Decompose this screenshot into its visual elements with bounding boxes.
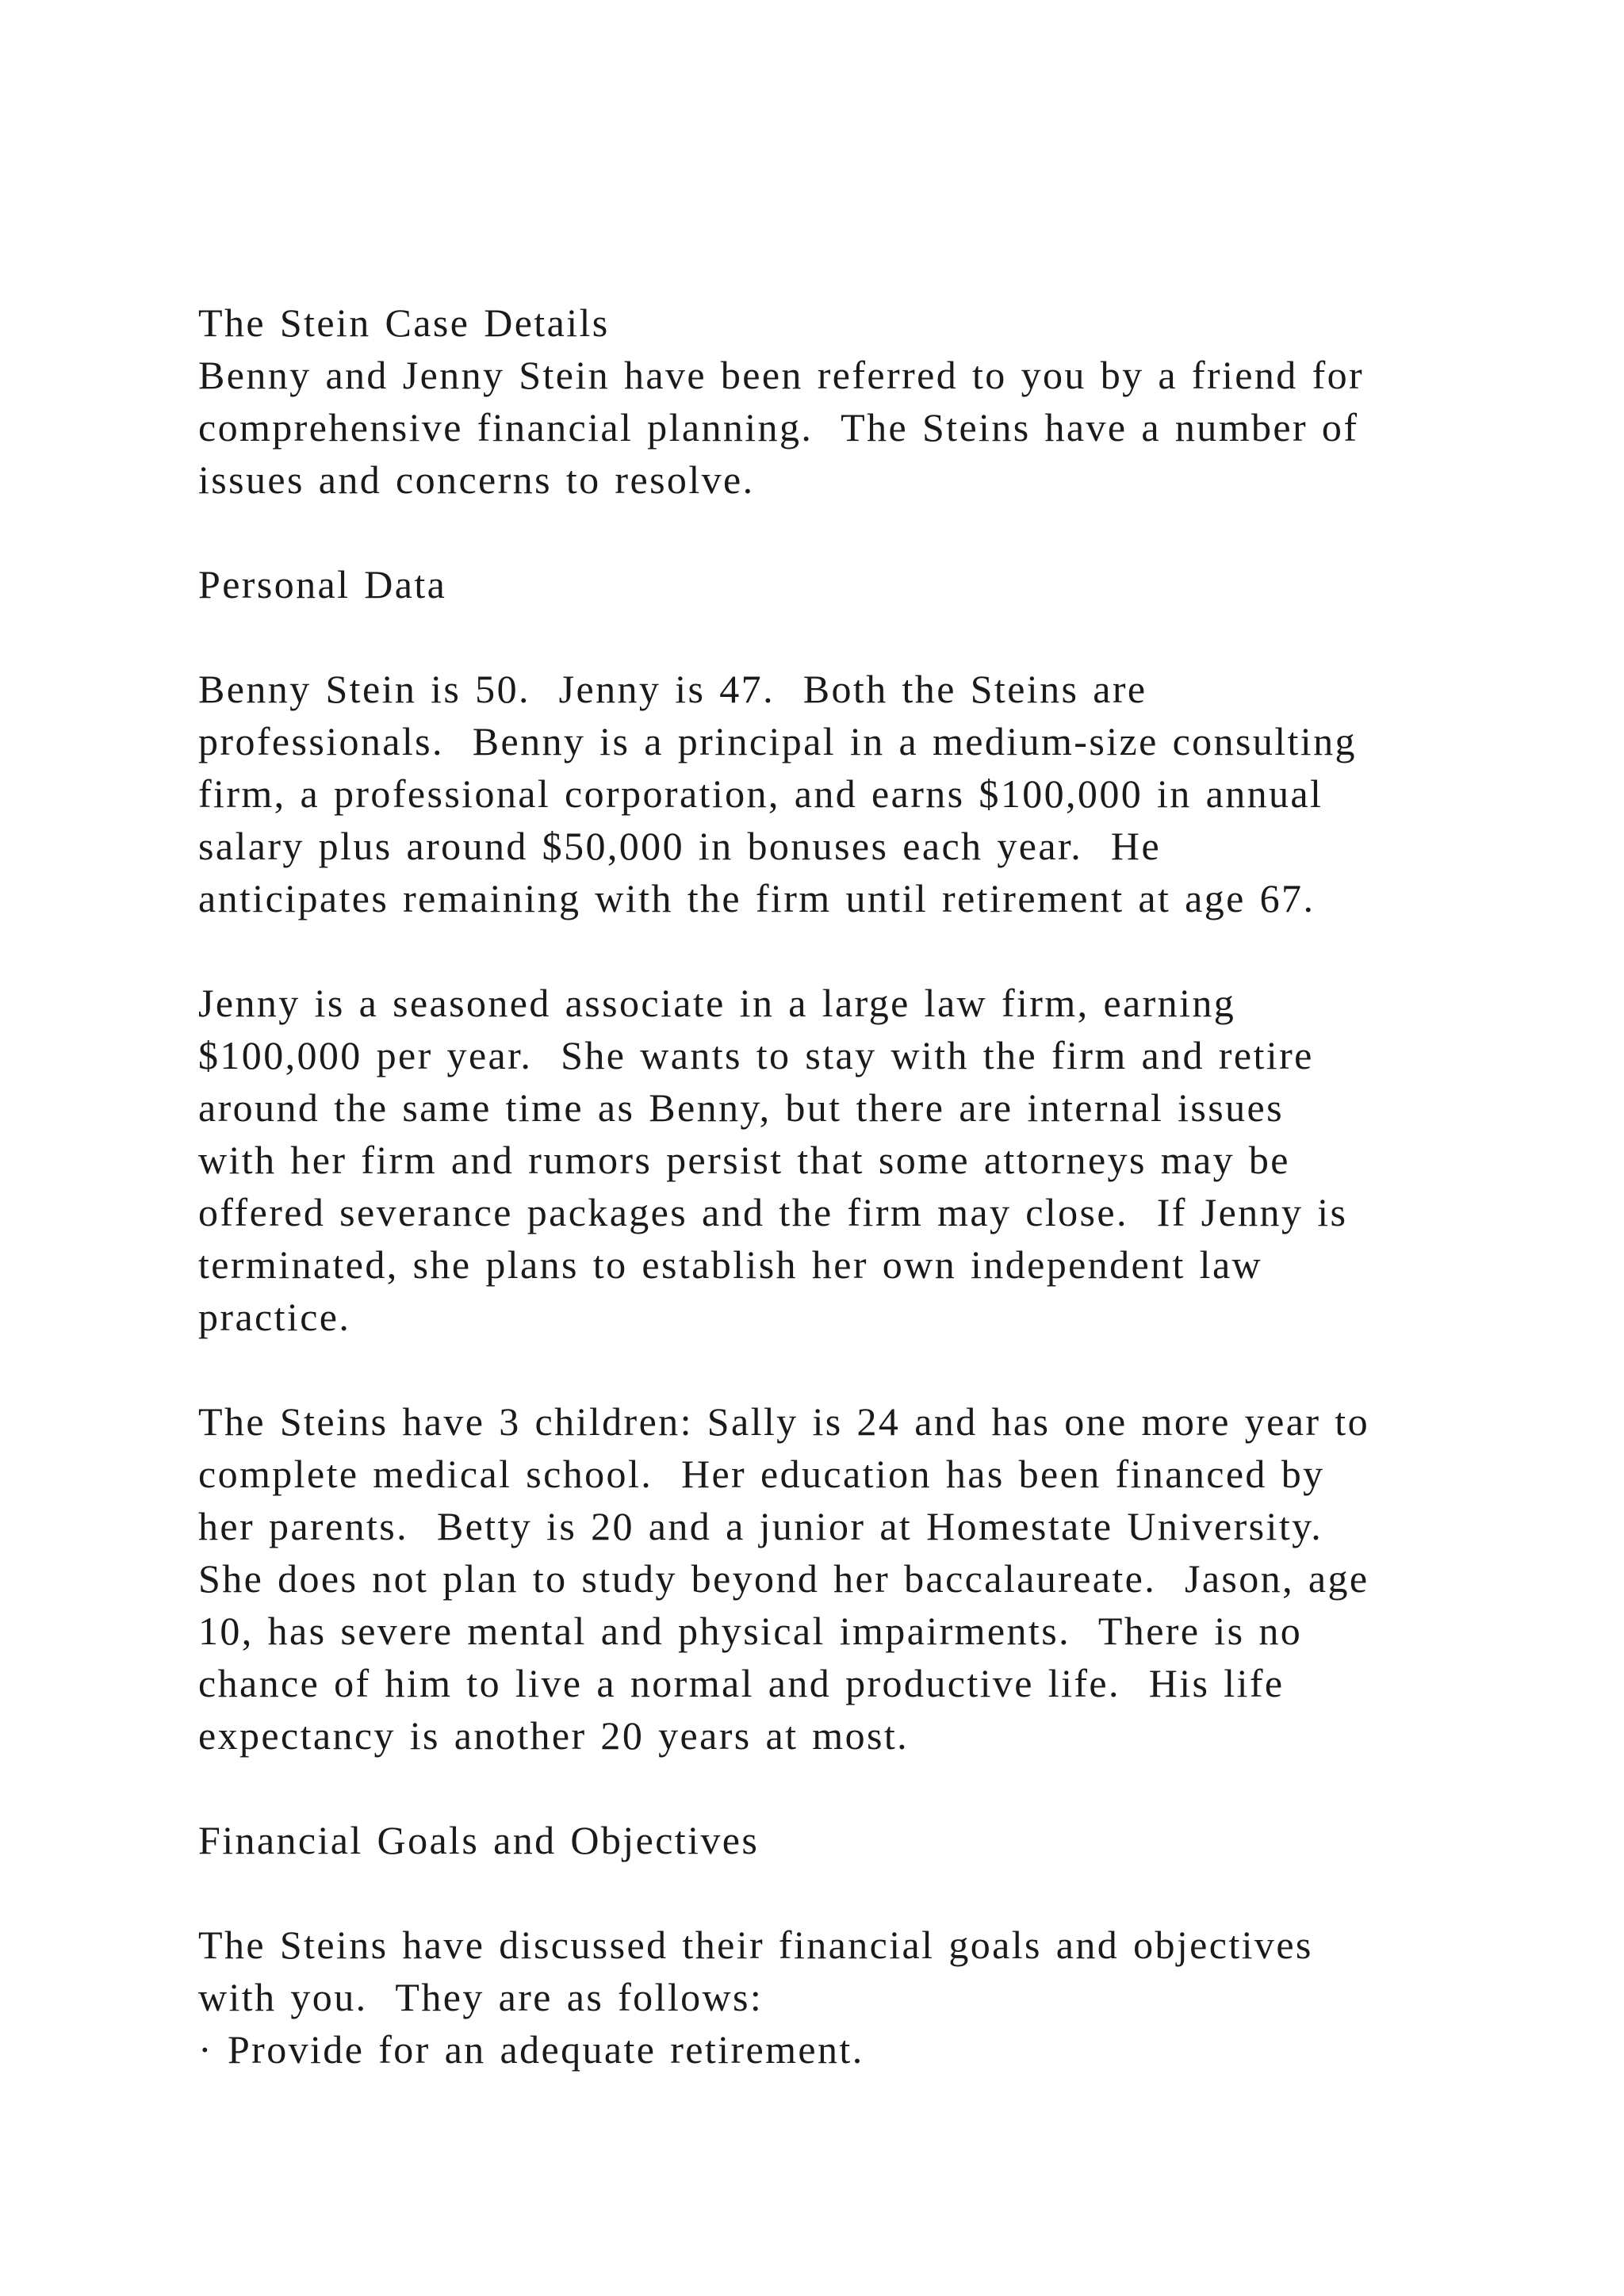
intro-line: issues and concerns to resolve. xyxy=(198,457,755,502)
paragraph-gap xyxy=(198,506,1515,558)
paragraph-gap xyxy=(198,924,1515,977)
jenny-paragraph-line: $100,000 per year. She wants to stay with the firm and retire xyxy=(198,1033,1314,1077)
goals-paragraph-line: The Steins have discussed their financial goals and objectives xyxy=(198,1923,1313,1967)
goals-paragraph-line: with you. They are as follows: xyxy=(198,1975,764,2019)
benny-paragraph-line: firm, a professional corporation, and earns $100,000 in annual xyxy=(198,771,1323,816)
jenny-paragraph-line: around the same time as Benny, but there are internal issues xyxy=(198,1085,1284,1130)
children-paragraph-line: She does not plan to study beyond her baccalaureate. Jason, age xyxy=(198,1556,1369,1601)
paragraph-gap xyxy=(198,610,1515,663)
benny-paragraph-line: salary plus around $50,000 in bonuses each year. He xyxy=(198,824,1162,868)
intro-line: comprehensive financial planning. The Steins have a number of xyxy=(198,405,1359,450)
jenny-paragraph-line: terminated, she plans to establish her own independent law xyxy=(198,1242,1263,1287)
paragraph-gap xyxy=(198,1762,1515,1814)
document-title: The Stein Case Details xyxy=(198,300,610,345)
jenny-paragraph-line: Jenny is a seasoned associate in a large law firm, earning xyxy=(198,981,1236,1025)
intro-line: Benny and Jenny Stein have been referred to you by a friend for xyxy=(198,353,1365,397)
section-heading-personal-data: Personal Data xyxy=(198,562,447,607)
jenny-paragraph-line: practice. xyxy=(198,1295,351,1339)
children-paragraph-line: her parents. Betty is 20 and a junior at Homestate University. xyxy=(198,1504,1323,1548)
benny-paragraph-line: anticipates remaining with the firm until retirement at age 67. xyxy=(198,876,1316,920)
goal-bullet-item: · Provide for an adequate retirement. xyxy=(198,2027,864,2072)
jenny-paragraph-line: offered severance packages and the firm may close. If Jenny is xyxy=(198,1190,1348,1234)
paragraph-gap xyxy=(198,1343,1515,1395)
children-paragraph-line: 10, has severe mental and physical impairments. There is no xyxy=(198,1609,1303,1653)
children-paragraph-line: expectancy is another 20 years at most. xyxy=(198,1713,910,1758)
paragraph-gap xyxy=(198,1866,1515,1919)
jenny-paragraph-line: with her firm and rumors persist that some attorneys may be xyxy=(198,1138,1290,1182)
benny-paragraph-line: Benny Stein is 50. Jenny is 47. Both the Steins are xyxy=(198,667,1147,711)
children-paragraph-line: chance of him to live a normal and productive life. His life xyxy=(198,1661,1285,1705)
document-body xyxy=(198,297,1515,2076)
children-paragraph-line: The Steins have 3 children: Sally is 24 and has one more year to xyxy=(198,1399,1369,1444)
benny-paragraph-line: professionals. Benny is a principal in a medium-size consulting xyxy=(198,719,1357,763)
section-heading-financial-goals: Financial Goals and Objectives xyxy=(198,1818,760,1862)
children-paragraph-line: complete medical school. Her education has been financed by xyxy=(198,1452,1325,1496)
